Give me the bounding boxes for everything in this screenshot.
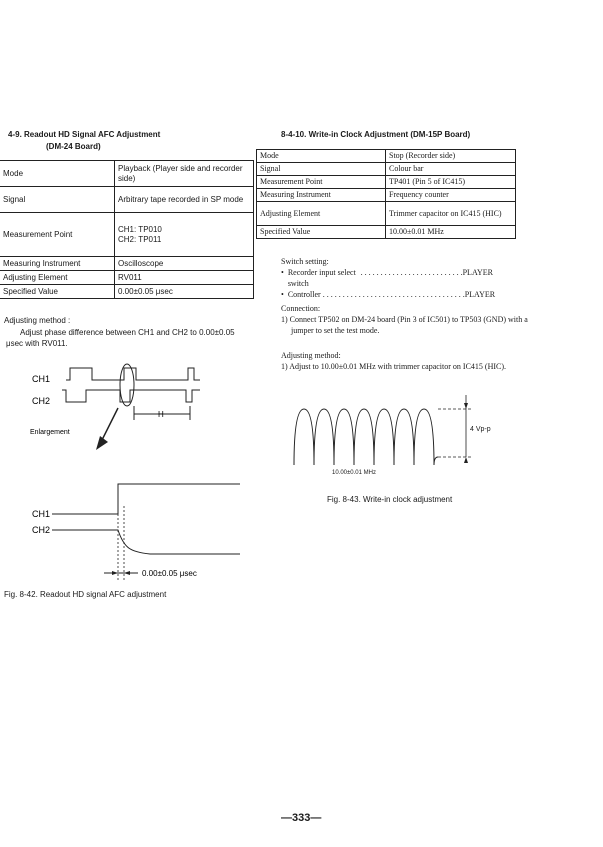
left-method-heading: Adjusting method : xyxy=(4,316,71,325)
right-method-text: 1) Adjust to 10.00±0.01 MHz with trimmer capacitor on IC415 (HIC). xyxy=(281,362,507,371)
ch2-label: CH2 xyxy=(32,396,51,406)
spec-label: Measurement Point xyxy=(0,213,115,257)
right-section-heading: 8-4-10. Write-in Clock Adjustment (DM-15P Board) xyxy=(281,130,471,139)
phase-value-label: 0.00±0.05 μsec xyxy=(142,569,197,578)
switch-item: • Controller . . . . . . . . . . . . . . . . . . . . . . . . . . . . . . . . . . . . PLAYER xyxy=(281,290,496,299)
connection-text: 1) Connect TP502 on DM-24 board (Pin 3 of IC501) to TP503 (GND) with a jumper to set the test mode. xyxy=(281,315,528,335)
switch-item-value: PLAYER xyxy=(462,268,493,277)
spec-value: Oscilloscope xyxy=(115,257,254,271)
fig-8-43-caption: Fig. 8-43. Write-in clock adjustment xyxy=(327,495,453,504)
spec-value: Arbitrary tape recorded in SP mode xyxy=(115,187,254,213)
spec-value: Trimmer capacitor on IC415 (HIC) xyxy=(386,202,516,226)
switch-list xyxy=(281,267,496,300)
detail-ch2-label: CH2 xyxy=(32,525,51,535)
spec-label: Measuring Instrument xyxy=(0,257,115,271)
connection-heading: Connection: xyxy=(281,304,321,313)
spec-value: TP401 (Pin 5 of IC415) xyxy=(386,176,516,189)
fig-8-42-caption: Fig. 8-42. Readout HD signal AFC adjustment xyxy=(4,590,167,599)
spec-label: Measuring Instrument xyxy=(257,189,386,202)
spec-label: Adjusting Element xyxy=(0,271,115,285)
spec-label: Mode xyxy=(0,161,115,187)
switch-item: • Recorder input select switch . . . . . . . . . . . . . . . . . . . . . . . . . . PLAYER xyxy=(281,268,493,288)
h-label: H xyxy=(158,410,164,419)
spec-label: Specified Value xyxy=(257,226,386,239)
spec-value: Playback (Player side and recorder side) xyxy=(115,161,254,187)
clock-waveform xyxy=(294,409,438,465)
spec-label: Specified Value xyxy=(0,285,115,299)
left-section-heading: 4-9. Readout HD Signal AFC Adjustment xyxy=(8,130,161,139)
spec-value: Colour bar xyxy=(386,163,516,176)
switch-setting-heading: Switch setting: xyxy=(281,257,329,266)
detail-ch1-waveform xyxy=(52,484,240,514)
readout-waveform-diagram xyxy=(0,360,260,460)
enlargement-label: Enlargement xyxy=(30,429,70,436)
ch2-waveform xyxy=(62,390,200,402)
spec-label: Adjusting Element xyxy=(257,202,386,226)
frequency-label: 10.00±0.01 MHz xyxy=(332,470,376,476)
ch1-label: CH1 xyxy=(32,374,51,384)
spec-label: Measurement Point xyxy=(257,176,386,189)
spec-label: Signal xyxy=(0,187,115,213)
detail-ch2-waveform xyxy=(52,530,240,554)
switch-item-name: Controller xyxy=(287,290,321,299)
left-method-text: Adjust phase difference between CH1 and CH2 to 0.00±0.05 μsec with RV011. xyxy=(6,328,235,348)
enlargement-circle xyxy=(120,364,134,406)
spec-value: CH1: TP010 CH2: TP011 xyxy=(115,213,254,257)
detail-ch1-label: CH1 xyxy=(32,509,51,519)
left-spec-table xyxy=(0,160,254,299)
spec-label: Mode xyxy=(257,150,386,163)
page-number: —333— xyxy=(281,812,322,824)
amplitude-label: 4 Vp-p xyxy=(470,426,491,433)
switch-item-value: PLAYER xyxy=(464,290,496,299)
spec-label: Signal xyxy=(257,163,386,176)
right-spec-table xyxy=(256,149,516,239)
enlarged-phase-diagram xyxy=(0,470,260,590)
spec-value: 10.00±0.01 MHz xyxy=(386,226,516,239)
right-method-heading: Adjusting method: xyxy=(281,351,341,360)
left-section-subheading: (DM-24 Board) xyxy=(46,142,101,151)
spec-value: Frequency counter xyxy=(386,189,516,202)
switch-item-name: Recorder input select switch xyxy=(287,268,356,288)
clock-waveform-diagram xyxy=(280,395,480,485)
spec-value: Stop (Recorder side) xyxy=(386,150,516,163)
spec-value: 0.00±0.05 μsec xyxy=(115,285,254,299)
spec-value: RV011 xyxy=(115,271,254,285)
enlargement-arrow xyxy=(102,408,118,440)
